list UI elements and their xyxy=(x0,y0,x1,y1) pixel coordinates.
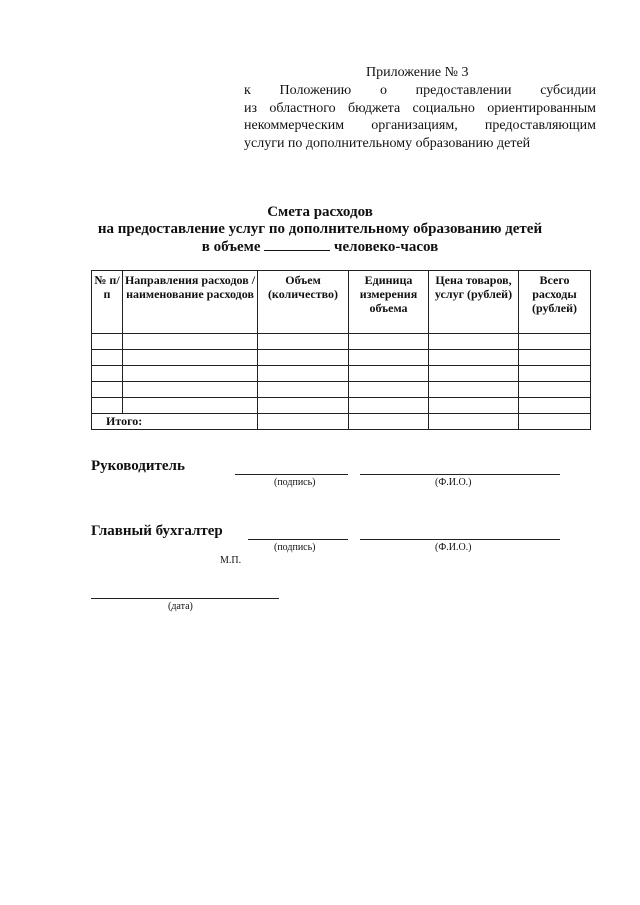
signature-caption: (подпись) xyxy=(274,477,316,488)
table-cell[interactable] xyxy=(92,350,123,366)
signature-caption: (подпись) xyxy=(274,542,316,553)
table-cell[interactable] xyxy=(92,334,123,350)
table-cell[interactable] xyxy=(349,414,429,430)
table-cell[interactable] xyxy=(123,398,258,414)
column-header: № п/п xyxy=(92,271,123,334)
table-total-row xyxy=(92,414,591,430)
appendix-reference xyxy=(244,82,596,152)
appendix-title: Приложение № 3 xyxy=(366,65,469,80)
volume-blank-field[interactable] xyxy=(264,238,330,251)
table-row xyxy=(92,334,591,350)
head-name-line[interactable] xyxy=(360,474,560,475)
table-cell[interactable] xyxy=(258,334,349,350)
table-header-row xyxy=(92,271,591,334)
name-caption: (Ф.И.О.) xyxy=(435,542,472,553)
head-signature-line[interactable] xyxy=(235,474,348,475)
table-cell[interactable] xyxy=(123,350,258,366)
table-cell[interactable] xyxy=(429,382,519,398)
table-cell[interactable] xyxy=(429,350,519,366)
expense-table xyxy=(91,270,591,430)
table-cell[interactable] xyxy=(123,382,258,398)
volume-suffix: человеко-часов xyxy=(334,239,439,255)
appendix-line: к Положению о предоставлении субсидии xyxy=(244,83,596,98)
table-cell[interactable] xyxy=(258,414,349,430)
accountant-label: Главный бухгалтер xyxy=(91,523,223,539)
name-caption: (Ф.И.О.) xyxy=(435,477,472,488)
table-row xyxy=(92,398,591,414)
table-row xyxy=(92,350,591,366)
stamp-label: М.П. xyxy=(220,555,242,566)
table-cell[interactable] xyxy=(349,382,429,398)
column-header: Объем (количество) xyxy=(258,271,349,334)
column-header: Всего расходы (рублей) xyxy=(519,271,591,334)
title-line: на предоставление услуг по дополнительному образованию детей xyxy=(97,221,543,237)
accountant-signature-line[interactable] xyxy=(248,539,348,540)
table-cell[interactable] xyxy=(519,398,591,414)
head-label: Руководитель xyxy=(91,458,185,474)
table-cell[interactable] xyxy=(349,366,429,382)
table-cell[interactable] xyxy=(429,366,519,382)
table-cell[interactable] xyxy=(519,414,591,430)
table-row xyxy=(92,382,591,398)
table-cell[interactable] xyxy=(429,334,519,350)
document-title xyxy=(0,204,640,256)
table-cell[interactable] xyxy=(429,398,519,414)
date-line[interactable] xyxy=(91,598,279,599)
column-header: Направления расходов / наименование расходов xyxy=(123,271,258,334)
column-header: Единица измерения объема xyxy=(349,271,429,334)
accountant-name-line[interactable] xyxy=(360,539,560,540)
table-cell[interactable] xyxy=(519,334,591,350)
column-header: Цена товаров, услуг (рублей) xyxy=(429,271,519,334)
table-cell[interactable] xyxy=(258,398,349,414)
appendix-line: некоммерческим организациям, предоставляющим xyxy=(244,118,596,133)
table-cell[interactable] xyxy=(123,366,258,382)
table-cell[interactable] xyxy=(519,350,591,366)
table-cell[interactable] xyxy=(349,334,429,350)
table-cell[interactable] xyxy=(258,382,349,398)
table-cell[interactable] xyxy=(258,366,349,382)
table-cell[interactable] xyxy=(123,334,258,350)
table-cell[interactable] xyxy=(92,382,123,398)
title-line-volume xyxy=(0,238,640,256)
title-line: Смета расходов xyxy=(267,204,373,220)
appendix-line: из областного бюджета социально ориентированным xyxy=(244,100,596,116)
table-row xyxy=(92,366,591,382)
table-cell[interactable] xyxy=(92,398,123,414)
table-cell[interactable] xyxy=(92,366,123,382)
table-cell[interactable] xyxy=(519,382,591,398)
table-cell[interactable] xyxy=(349,398,429,414)
table-cell[interactable] xyxy=(258,350,349,366)
table-cell[interactable] xyxy=(429,414,519,430)
volume-prefix: в объеме xyxy=(201,239,261,255)
table-cell[interactable] xyxy=(349,350,429,366)
appendix-line: услуги по дополнительному образованию детей xyxy=(244,135,531,151)
table-cell[interactable] xyxy=(519,366,591,382)
date-caption: (дата) xyxy=(168,601,193,612)
total-label: Итого: xyxy=(92,414,258,430)
